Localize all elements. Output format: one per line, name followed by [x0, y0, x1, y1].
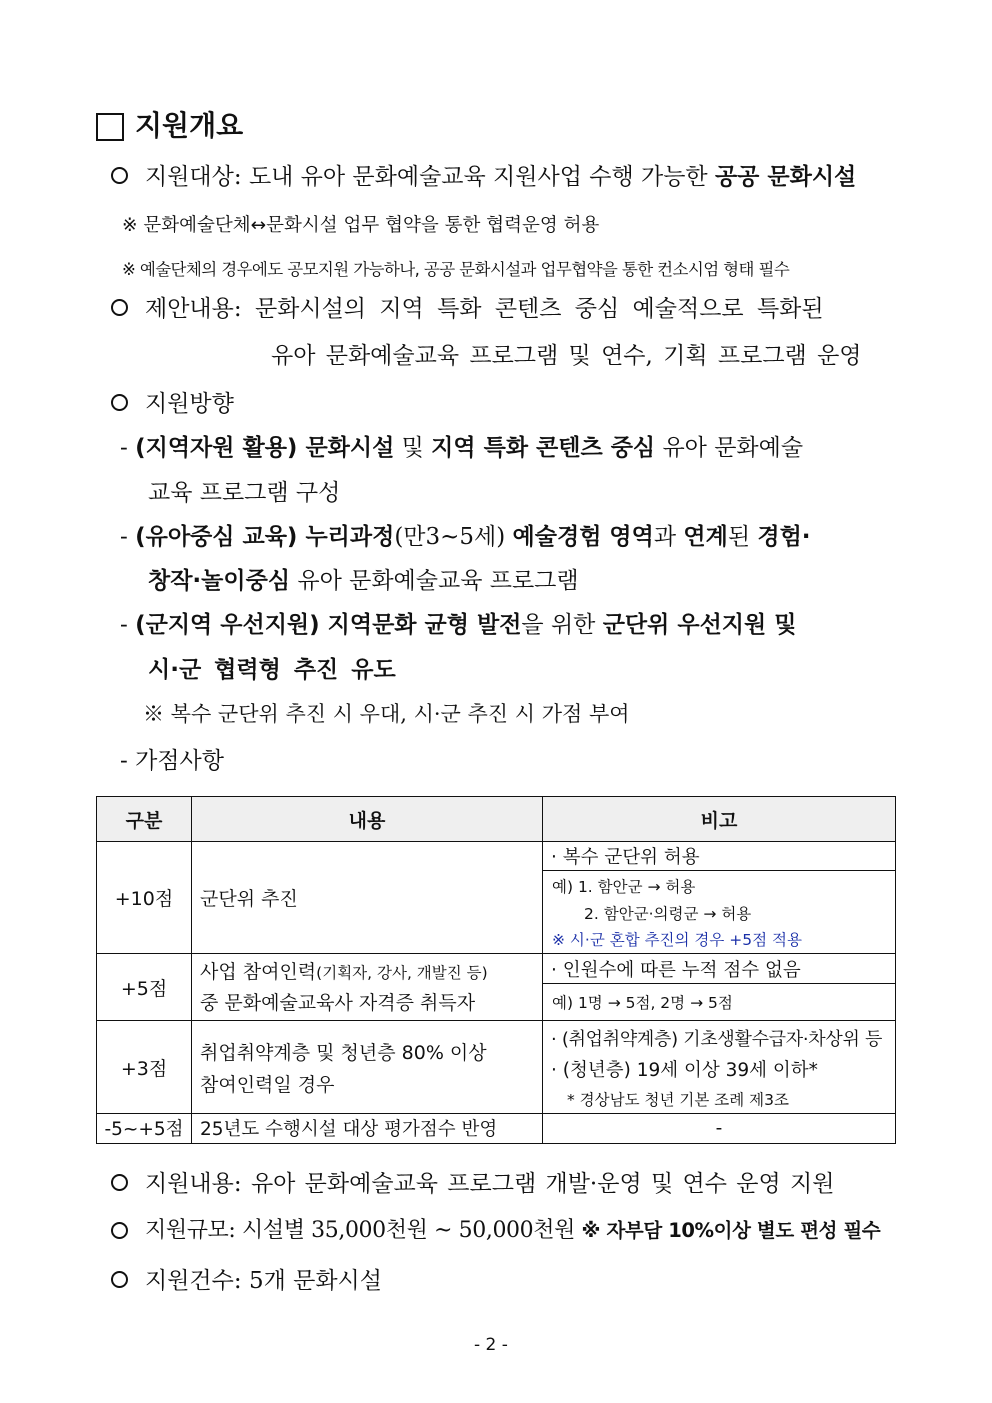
- table-row-2-remark-2: 예) 1명 → 5점, 2명 → 5점: [552, 994, 733, 1012]
- direction-label: 지원방향: [145, 391, 234, 417]
- direction-item-2-bold-b: 예술경험 영역: [512, 524, 654, 550]
- target-label: 지원대상:: [145, 164, 242, 190]
- direction-item-2-line-2: [148, 562, 579, 595]
- support-count-label: 지원건수:: [145, 1268, 242, 1294]
- table-row-4-score: -5~+5점: [104, 1119, 184, 1140]
- direction-item-3-text-a: 을 위한: [521, 612, 603, 638]
- table-row-2-content-2: 중 문화예술교육사 자격증 취득자: [200, 992, 476, 1014]
- support-content-line: [145, 1165, 834, 1198]
- direction-item-1-bold-a: (지역자원 활용) 문화시설: [135, 435, 395, 461]
- target-note-1: ※ 문화예술단체↔문화시설 업무 협약을 통한 협력운영 허용: [122, 215, 600, 236]
- table-row-1-score: +10점: [114, 888, 174, 910]
- support-count-line: [145, 1262, 382, 1295]
- direction-item-1-text-a: 및: [394, 435, 432, 461]
- table-row-2-score: +5점: [120, 977, 168, 1000]
- checkbox-square-icon: [96, 113, 124, 141]
- table-hline: [96, 953, 895, 954]
- direction-item-1-text-b: 유아 문화예술: [655, 435, 804, 461]
- table-row-3-content-2: 참여인력일 경우: [200, 1074, 335, 1096]
- direction-item-2-text-e: 유아 문화예술교육 프로그램: [290, 568, 579, 594]
- table-row-1-remark-2a: 예) 1. 함안군 → 허용: [552, 878, 696, 896]
- table-row-1-remark-2b: 2. 함안군·의령군 → 허용: [584, 905, 752, 923]
- direction-item-2: [120, 518, 811, 551]
- bullet-circle-icon: [111, 1174, 128, 1191]
- support-content-text: 유아 문화예술교육 프로그램 개발·운영 및 연수 운영 지원: [250, 1171, 835, 1197]
- bullet-circle-icon: [111, 1271, 128, 1288]
- direction-item-2-text-c: 된: [727, 524, 758, 550]
- direction-item-2-bold-a: (유아중심 교육) 누리과정: [135, 524, 395, 550]
- table-inner-hline: [543, 870, 895, 871]
- table-header-remark: 비고: [700, 809, 738, 832]
- direction-note: ※ 복수 군단위 추진 시 우대, 시·군 추진 시 가점 부여: [143, 702, 630, 726]
- table-vline: [542, 796, 543, 1143]
- section-title: 지원개요: [135, 109, 244, 142]
- support-scale-bold: ※ 자부담 10%이상 별도 편성 필수: [581, 1219, 881, 1242]
- bonus-label: - 가점사항: [120, 748, 224, 774]
- support-content-label: 지원내용:: [145, 1171, 242, 1197]
- support-scale-line: [145, 1213, 880, 1244]
- dash: -: [120, 435, 136, 461]
- table-row-3-remark-1: · (취업취약계층) 기초생활수급자·차상위 등: [551, 1029, 883, 1050]
- proposal-label: 제안내용:: [145, 296, 242, 322]
- bullet-circle-icon: [111, 1222, 128, 1239]
- target-text: 도내 유아 문화예술교육 지원사업 수행 가능한: [248, 164, 708, 190]
- target-line: [145, 158, 856, 191]
- table-vline: [191, 796, 192, 1143]
- table-row-3-score: +3점: [120, 1057, 168, 1080]
- bullet-circle-icon: [111, 299, 128, 316]
- bullet-circle-icon: [111, 167, 128, 184]
- support-scale-text: 시설별 35,000천원 ~ 50,000천원: [242, 1218, 575, 1243]
- table-inner-hline: [543, 983, 895, 984]
- target-bold: 공공 문화시설: [714, 164, 857, 190]
- table-row-3-content-1: 취업취약계층 및 청년층 80% 이상: [200, 1042, 487, 1064]
- page-number: - 2 -: [474, 1335, 508, 1355]
- table-row-1-remark-1: · 복수 군단위 허용: [551, 847, 700, 868]
- direction-item-2-text-b: 과: [653, 524, 684, 550]
- proposal-line-2: 유아 문화예술교육 프로그램 및 연수, 기획 프로그램 운영: [271, 343, 862, 369]
- table-hline: [96, 1020, 895, 1021]
- dash: -: [120, 612, 136, 638]
- table-row-4-remark: -: [715, 1117, 723, 1139]
- direction-item-2-bold-e: 창작·놀이중심: [148, 568, 291, 594]
- direction-item-1: [120, 429, 803, 462]
- table-row-4-content: 25년도 수행시설 대상 평가점수 반영: [200, 1119, 498, 1140]
- direction-item-3: [120, 606, 796, 639]
- table-row-2-remark-1: · 인원수에 따른 누적 점수 없음: [551, 960, 801, 981]
- table-header-category: 구분: [125, 809, 163, 832]
- table-header-content: 내용: [348, 809, 386, 832]
- bullet-circle-icon: [111, 394, 128, 411]
- direction-item-3-bold-a: (군지역 우선지원) 지역문화 균형 발전: [135, 612, 522, 638]
- direction-item-2-text-a: (만3~5세): [394, 524, 513, 550]
- table-row-2-content-1b: (기획자, 강사, 개발진 등): [316, 964, 488, 982]
- direction-item-1-bold-b: 지역 특화 콘텐츠 중심: [431, 435, 656, 461]
- target-note-2: ※ 예술단체의 경우에도 공모지원 가능하나, 공공 문화시설과 업무협약을 통한 컨소시엄 형태 필수: [122, 260, 790, 279]
- proposal-line-1: [145, 290, 824, 323]
- direction-item-1-line-2: 교육 프로그램 구성: [148, 480, 341, 506]
- table-row-3-remark-3: * 경상남도 청년 기본 조례 제3조: [567, 1091, 789, 1109]
- support-count-text: 5개 문화시설: [248, 1268, 382, 1294]
- direction-item-2-bold-d: 경험·: [757, 524, 811, 550]
- proposal-text-1: 문화시설의 지역 특화 콘텐츠 중심 예술적으로 특화된: [254, 296, 824, 322]
- table-row-1-remark-2c: ※ 시·군 혼합 추진의 경우 +5점 적용: [552, 931, 803, 949]
- table-row-3-remark-2: · (청년층) 19세 이상 39세 이하*: [551, 1060, 818, 1081]
- direction-item-3-line-2: 시·군 협력형 추진 유도: [148, 657, 396, 683]
- table-row-2-content-1a: 사업 참여인력: [200, 961, 317, 983]
- dash: -: [120, 524, 136, 550]
- direction-item-3-bold-b: 군단위 우선지원 및: [602, 612, 797, 638]
- support-scale-label: 지원규모:: [145, 1218, 236, 1243]
- direction-item-2-bold-c: 연계: [683, 524, 728, 550]
- table-row-2-content-1: [200, 957, 488, 984]
- table-row-1-content: 군단위 추진: [200, 888, 298, 910]
